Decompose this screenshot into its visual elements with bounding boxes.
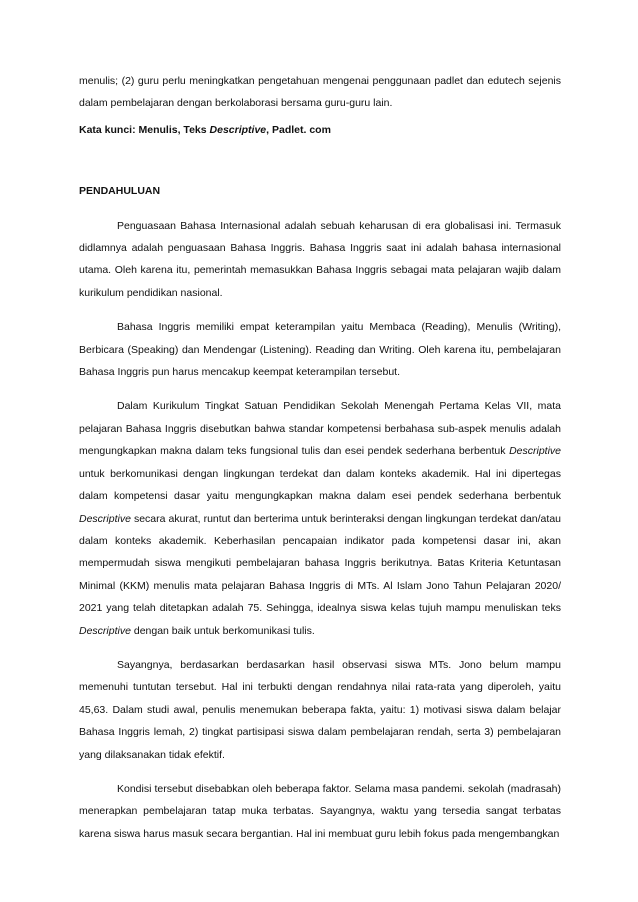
keywords-prefix: Kata kunci: Menulis, Teks: [79, 123, 210, 136]
abstract-tail: menulis; (2) guru perlu meningkatkan pengetahuan mengenai penggunaan padlet dan edutech sejenis dalam pembelajaran dengan berkolaborasi bersama guru-guru lain.: [79, 75, 561, 110]
paragraph-1: Penguasaan Bahasa Internasional adalah sebuah keharusan di era globalisasi ini. Termasuk didlamnya adalah penguasaan Bahasa Inggris. Bahasa Inggris saat ini adalah bahasa internasional utama. Oleh karena itu, pemerintah memasukkan Bahasa Inggris sebagai mata pelajaran wajib dalam kurikulum pendidikan nasional.: [79, 219, 561, 299]
paragraph-3-part-d: dengan baik untuk berkomunikasi tulis.: [130, 624, 315, 637]
keywords-suffix: , Padlet. com: [266, 123, 331, 136]
paragraph-3-italic-3: Descriptive: [79, 624, 131, 637]
paragraph-3-part-a: Dalam Kurikulum Tingkat Satuan Pendidikan Sekolah Menengah Pertama Kelas VII, mata pelajaran Bahasa Inggris disebutkan bahwa standar kompetensi berbahasa sub-aspek menulis adalah mengungkapkan makna dalam teks fungsional tulis dan esei pendek sederhana berbentuk: [79, 400, 561, 458]
paragraph-3-italic-2: Descriptive: [79, 512, 131, 525]
paragraph-2: Bahasa Inggris memiliki empat keterampilan yaitu Membaca (Reading), Menulis (Writing), Berbicara (Speaking) dan Mendengar (Listening). Reading dan Writing. Oleh karena itu, pembelajaran Bahasa Inggris pun harus mencakup keempat keterampilan tersebut.: [79, 321, 561, 379]
paragraph-3-italic-1: Descriptive: [509, 445, 561, 458]
keywords-line: [79, 119, 561, 141]
paragraph-5: Kondisi tersebut disebabkan oleh beberapa faktor. Selama masa pandemi. sekolah (madrasah) menerapkan pembelajaran tatap muka terbatas. Sayangnya, waktu yang tersedia sangat terbatas karena siswa harus masuk secara bergantian. Hal ini membuat guru lebih fokus pada mengembangkan: [79, 782, 561, 840]
paragraph-3-part-c: secara akurat, runtut dan berterima untuk berinteraksi dengan lingkungan terdekat dan/atau dalam konteks akademik. Keberhasilan pencapaian indikator pada kompetensi dasar ini, akan mempermudah siswa mengikuti pembelajaran bahasa Inggris berikutnya. Batas Kriteria Ketuntasan Minimal (KKM) menulis mata pelajaran Bahasa Inggris di MTs. Al Islam Jono Tahun Pelajaran 2020/ 2021 yang telah ditetapkan adalah 75. Sehingga, idealnya siswa kelas tujuh mampu menuliskan teks: [79, 512, 561, 615]
keywords-italic: Descriptive: [209, 123, 267, 136]
paragraph-3-part-b: untuk berkomunikasi dengan lingkungan terdekat dan dalam konteks akademik. Hal ini dipertegas dalam kompetensi dasar yaitu mengungkapkan makna dalam esei pendek sederhana berbentuk: [79, 467, 561, 503]
paragraph-3: [79, 395, 561, 641]
section-title: PENDAHULUAN: [79, 185, 161, 198]
paragraph-4: Sayangnya, berdasarkan berdasarkan hasil observasi siswa MTs. Jono belum mampu memenuhi tuntutan tersebut. Hal ini terbukti dengan rendahnya nilai rata-rata yang diperoleh, yaitu 45,63. Dalam studi awal, penulis menemukan beberapa fakta, yaitu: 1) motivasi siswa dalam belajar Bahasa Inggris lemah, 2) tingkat partisipasi siswa dalam pembelajaran rendah, serta 3) pembelajaran yang dilaksanakan tidak efektif.: [79, 658, 561, 761]
